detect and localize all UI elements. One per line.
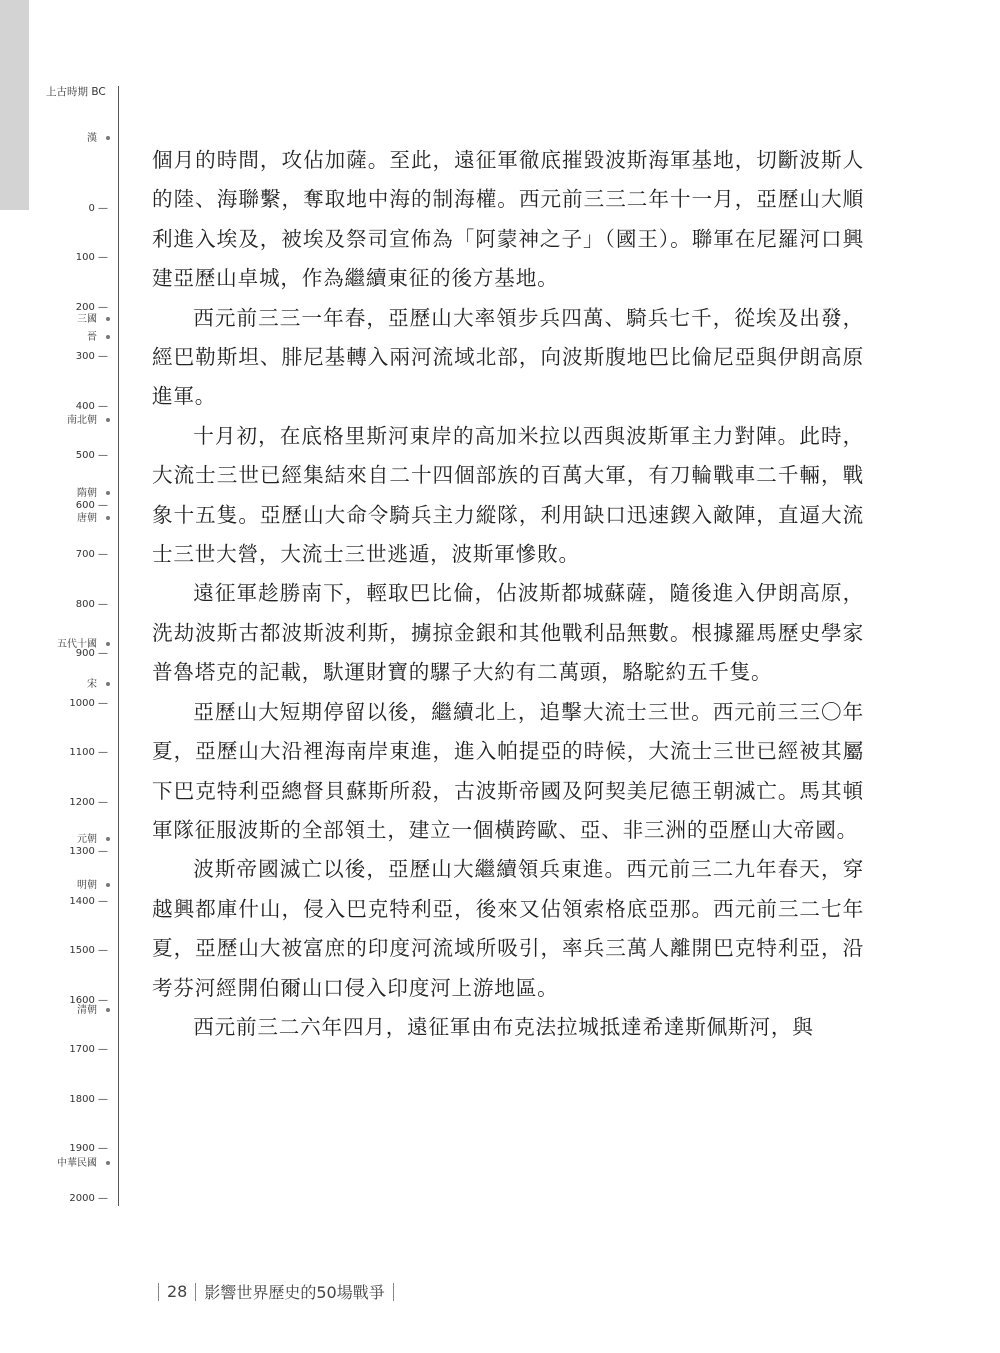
- paragraph: 西元前三二六年四月，遠征軍由布克法拉城抵達希達斯佩斯河，與: [193, 1014, 814, 1039]
- era-dot-icon: [106, 418, 110, 422]
- era-dot-icon: [106, 837, 110, 841]
- timeline-axis: [118, 86, 119, 1206]
- timeline-tick: 700 —: [75, 549, 108, 560]
- era-dot-icon: [106, 317, 110, 321]
- paragraph: 波斯帝國滅亡以後，亞歷山大繼續領兵東進。西元前三二九年春天，穿越興都庫什山，侵入巴克特利亞，後來又佔領索格底亞那。西元前三二七年夏，亞歷山大被富庶的印度河流域所吸引，率兵三萬人離開巴克特利亞，沿考芬河經開伯爾山口侵入印度河上游地區。: [152, 857, 864, 1000]
- era-dot-icon: [106, 1008, 110, 1012]
- era-dot-icon: [106, 136, 110, 140]
- era-label: 中華民國: [57, 1158, 97, 1169]
- timeline-tick: 1900 —: [69, 1143, 108, 1154]
- timeline-era: [77, 314, 110, 326]
- era-dot-icon: [106, 642, 110, 646]
- timeline-tick: 1100 —: [69, 747, 108, 758]
- era-label: 宋: [87, 679, 97, 690]
- timeline-tick: 200 —: [75, 302, 108, 313]
- timeline-era: [77, 488, 110, 500]
- timeline-tick: 1400 —: [69, 896, 108, 907]
- timeline-tick: 600 —: [75, 500, 108, 511]
- era-dot-icon: [106, 491, 110, 495]
- timeline-tick: 0 —: [88, 203, 108, 214]
- timeline-era: [57, 639, 110, 651]
- footer-divider: [158, 1283, 159, 1301]
- paragraph: 亞歷山大短期停留以後，繼續北上，追擊大流士三世。西元前三三〇年夏，亞歷山大沿裡海南岸東進，進入帕提亞的時候，大流士三世已經被其屬下巴克特利亞總督貝蘇斯所殺，古波斯帝國及阿契美尼德王朝滅亡。馬其頓軍隊征服波斯的全部領土，建立一個橫跨歐、亞、非三洲的亞歷山大帝國。: [152, 699, 864, 842]
- era-label: 清朝: [77, 1005, 97, 1016]
- paragraph: 西元前三三一年春，亞歷山大率領步兵四萬、騎兵七千，從埃及出發，經巴勒斯坦、腓尼基轉入兩河流域北部，向波斯腹地巴比倫尼亞與伊朗高原進軍。: [152, 305, 864, 409]
- timeline-tick: 400 —: [75, 401, 108, 412]
- timeline-tick: 1500 —: [69, 945, 108, 956]
- era-label: 元朝: [77, 834, 97, 845]
- era-dot-icon: [106, 516, 110, 520]
- timeline-era: [77, 880, 110, 892]
- timeline-tick: 1200 —: [69, 797, 108, 808]
- era-label: 五代十國: [57, 639, 97, 650]
- page-edge-tab: [0, 0, 29, 210]
- timeline-tick: 100 —: [75, 252, 108, 263]
- era-label: 三國: [77, 314, 97, 325]
- timeline-tick: 1300 —: [69, 846, 108, 857]
- footer-divider: [393, 1283, 394, 1301]
- era-label: 晉: [87, 332, 97, 343]
- era-label: 南北朝: [67, 415, 97, 426]
- timeline-tick: 800 —: [75, 599, 108, 610]
- page-footer: [150, 1280, 402, 1303]
- timeline-era: [77, 513, 110, 525]
- book-title: 影響世界歷史的50場戰爭: [204, 1283, 385, 1302]
- timeline-era: [87, 133, 110, 145]
- timeline-era: [87, 679, 110, 691]
- era-label: 唐朝: [77, 513, 97, 524]
- timeline-tick: 500 —: [75, 450, 108, 461]
- era-dot-icon: [106, 1161, 110, 1165]
- timeline-header: 上古時期 BC: [46, 86, 106, 98]
- era-dot-icon: [106, 682, 110, 686]
- timeline-era: [57, 1158, 110, 1170]
- timeline-tick: 300 —: [75, 351, 108, 362]
- paragraph: 個月的時間，攻佔加薩。至此，遠征軍徹底摧毀波斯海軍基地，切斷波斯人的陸、海聯繫，奪取地中海的制海權。西元前三三二年十一月，亞歷山大順利進入埃及，被埃及祭司宣佈為「阿蒙神之子」（國王）。聯軍在尼羅河口興建亞歷山卓城，作為繼續東征的後方基地。: [152, 148, 864, 291]
- timeline-tick: 1700 —: [69, 1044, 108, 1055]
- paragraph: 十月初，在底格里斯河東岸的高加米拉以西與波斯軍主力對陣。此時，大流士三世已經集結來自二十四個部族的百萬大軍，有刀輪戰車二千輛，戰象十五隻。亞歷山大命令騎兵主力縱隊，利用缺口迅速鍥入敵陣，直逼大流士三世大營，大流士三世逃遁，波斯軍慘敗。: [152, 423, 864, 567]
- timeline-era: [87, 332, 110, 344]
- era-dot-icon: [106, 335, 110, 339]
- timeline-tick: 2000 —: [69, 1193, 108, 1204]
- footer-divider: [195, 1283, 196, 1301]
- timeline-tick: 1000 —: [69, 698, 108, 709]
- paragraph: 遠征軍趁勝南下，輕取巴比倫，佔波斯都城蘇薩，隨後進入伊朗高原，洗劫波斯古都波斯波利斯，擄掠金銀和其他戰利品無數。根據羅馬歷史學家普魯塔克的記載，馱運財寶的騾子大約有二萬頭，駱駝約五千隻。: [152, 581, 864, 685]
- era-dot-icon: [106, 883, 110, 887]
- timeline-tick: 900 —: [75, 648, 108, 659]
- timeline-era: [77, 834, 110, 846]
- era-label: 隋朝: [77, 488, 97, 499]
- page-number: 28: [167, 1282, 188, 1301]
- timeline-era: [77, 1005, 110, 1017]
- timeline-tick: 1600 —: [69, 995, 108, 1006]
- era-label: 漢: [87, 133, 97, 144]
- body-text: [152, 141, 864, 1047]
- timeline-era: [67, 415, 110, 427]
- timeline-tick: 1800 —: [69, 1094, 108, 1105]
- era-label: 明朝: [77, 880, 97, 891]
